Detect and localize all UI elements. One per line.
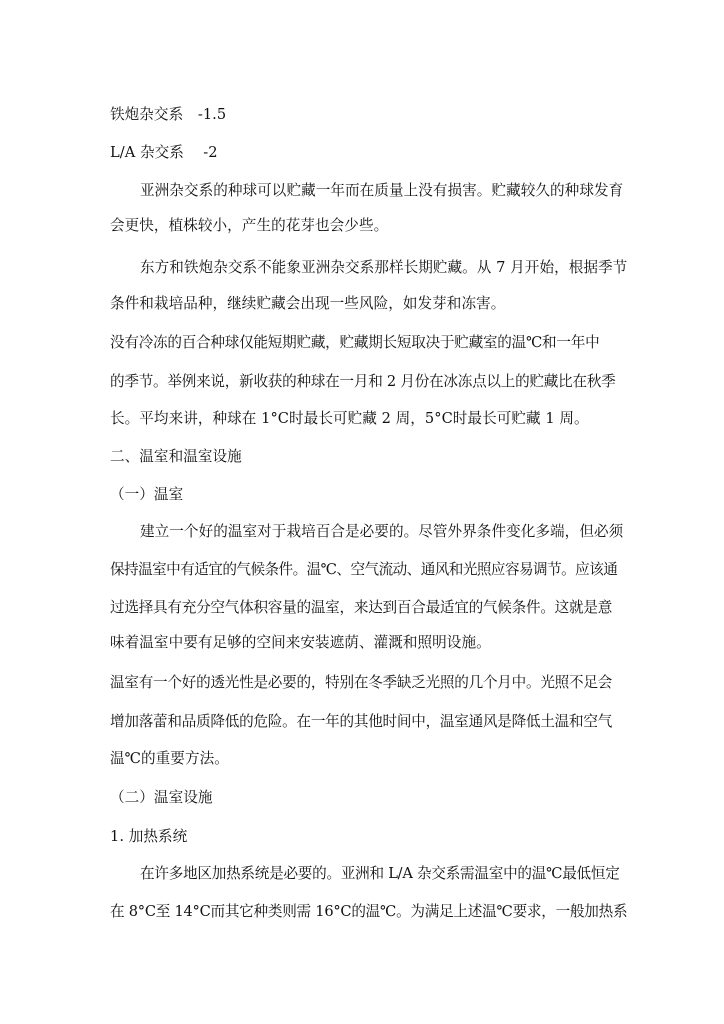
- paragraph-short-storage-line-1: 没有冷冻的百合种球仅能短期贮藏，贮藏期长短取决于贮藏室的温℃和一年中: [110, 334, 600, 351]
- paragraph-asiatic-storage-line-2: 会更快，植株较小，产生的花芽也会少些。: [110, 217, 389, 234]
- text-line-lily-longiflorum-value: 铁炮杂交系 -1.5: [110, 106, 227, 123]
- paragraph-oriental-storage-line-2: 条件和栽培品种，继续贮藏会出现一些风险，如发芽和冻害。: [110, 295, 506, 312]
- subsection-heading-facilities: （二）温室设施: [110, 789, 213, 806]
- paragraph-light-line-3: 温℃的重要方法。: [110, 750, 229, 767]
- paragraph-asiatic-storage-line-1: 亚洲杂交系的种球可以贮藏一年而在质量上没有损害。贮藏较久的种球发育: [140, 182, 624, 199]
- paragraph-greenhouse-line-3: 过选择具有充分空气体积容量的温室，来达到百合最适宜的气候条件。这就是意: [110, 599, 613, 616]
- numbered-heading-heating-system: 1. 加热系统: [110, 828, 188, 845]
- subsection-heading-greenhouse: （一）温室: [110, 486, 184, 503]
- paragraph-short-storage-line-3: 长。平均来讲，种球在 1°C时最长可贮藏 2 周，5°C时最长可贮藏 1 周。: [110, 410, 589, 427]
- paragraph-greenhouse-line-4: 味着温室中要有足够的空间来安装遮荫、灌溉和照明设施。: [110, 634, 491, 651]
- paragraph-heating-line-1: 在许多地区加热系统是必要的。亚洲和 L/A 杂交系需温室中的温℃最低恒定: [140, 865, 620, 882]
- paragraph-heating-line-2: 在 8°C至 14°C而其它种类则需 16°C的温℃。为满足上述温℃要求，一般加热系: [110, 903, 628, 920]
- paragraph-greenhouse-line-1: 建立一个好的温室对于栽培百合是必要的。尽管外界条件变化多端，但必须: [140, 523, 624, 540]
- paragraph-greenhouse-line-2: 保持温室中有适宜的气候条件。温℃、空气流动、通风和光照应容易调节。应该通: [110, 561, 618, 578]
- paragraph-short-storage-line-2: 的季节。举例来说，新收获的种球在一月和 2 月份在冰冻点以上的贮藏比在秋季: [110, 373, 616, 390]
- paragraph-light-line-1: 温室有一个好的透光性是必要的，特别在冬季缺乏光照的几个月中。光照不足会: [110, 674, 613, 691]
- section-heading-greenhouse: 二、温室和温室设施: [110, 448, 242, 465]
- text-line-la-hybrid-value: L/A 杂交系 -2: [110, 144, 218, 161]
- paragraph-oriental-storage-line-1: 东方和铁炮杂交系不能象亚洲杂交系那样长期贮藏。从 7 月开始，根据季节: [140, 259, 628, 276]
- paragraph-light-line-2: 增加落蕾和品质降低的危险。在一年的其他时间中，温室通风是降低土温和空气: [110, 713, 613, 730]
